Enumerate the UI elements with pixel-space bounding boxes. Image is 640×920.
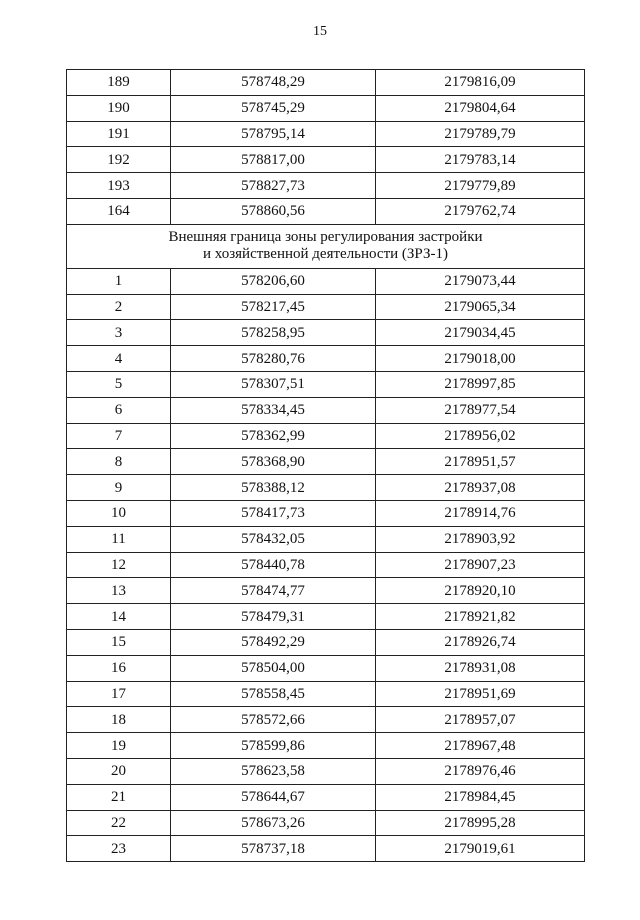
table-row <box>67 268 585 294</box>
point-number-cell: 3 <box>67 320 171 346</box>
page-number: 15 <box>313 24 327 39</box>
table-row <box>67 707 585 733</box>
y-coordinate-cell: 2178976,46 <box>376 758 585 784</box>
point-number-cell: 4 <box>67 346 171 372</box>
point-number-cell: 11 <box>67 526 171 552</box>
point-number-cell: 17 <box>67 681 171 707</box>
table-row <box>67 733 585 759</box>
table-row <box>67 836 585 862</box>
x-coordinate-cell: 578504,00 <box>171 655 376 681</box>
x-coordinate-cell: 578817,00 <box>171 147 376 173</box>
y-coordinate-cell: 2178951,57 <box>376 449 585 475</box>
section-group <box>67 224 585 268</box>
x-coordinate-cell: 578827,73 <box>171 173 376 199</box>
table-row <box>67 810 585 836</box>
table-row <box>67 173 585 199</box>
x-coordinate-cell: 578599,86 <box>171 733 376 759</box>
x-coordinate-cell: 578623,58 <box>171 758 376 784</box>
point-number-cell: 12 <box>67 552 171 578</box>
point-number-cell: 18 <box>67 707 171 733</box>
y-coordinate-cell: 2179018,00 <box>376 346 585 372</box>
y-coordinate-cell: 2178967,48 <box>376 733 585 759</box>
y-coordinate-cell: 2179019,61 <box>376 836 585 862</box>
y-coordinate-cell: 2179073,44 <box>376 268 585 294</box>
table-row <box>67 121 585 147</box>
x-coordinate-cell: 578258,95 <box>171 320 376 346</box>
x-coordinate-cell: 578334,45 <box>171 397 376 423</box>
y-coordinate-cell: 2178956,02 <box>376 423 585 449</box>
rows-after-group <box>67 268 585 861</box>
y-coordinate-cell: 2179065,34 <box>376 294 585 320</box>
x-coordinate-cell: 578860,56 <box>171 198 376 224</box>
table-row <box>67 423 585 449</box>
y-coordinate-cell: 2178914,76 <box>376 500 585 526</box>
x-coordinate-cell: 578479,31 <box>171 604 376 630</box>
point-number-cell: 15 <box>67 629 171 655</box>
x-coordinate-cell: 578417,73 <box>171 500 376 526</box>
y-coordinate-cell: 2178907,23 <box>376 552 585 578</box>
y-coordinate-cell: 2178984,45 <box>376 784 585 810</box>
y-coordinate-cell: 2178920,10 <box>376 578 585 604</box>
y-coordinate-cell: 2178997,85 <box>376 371 585 397</box>
point-number-cell: 193 <box>67 173 171 199</box>
x-coordinate-cell: 578206,60 <box>171 268 376 294</box>
y-coordinate-cell: 2179034,45 <box>376 320 585 346</box>
y-coordinate-cell: 2178957,07 <box>376 707 585 733</box>
x-coordinate-cell: 578217,45 <box>171 294 376 320</box>
table-row <box>67 198 585 224</box>
table-row <box>67 449 585 475</box>
x-coordinate-cell: 578368,90 <box>171 449 376 475</box>
point-number-cell: 190 <box>67 95 171 121</box>
y-coordinate-cell: 2178926,74 <box>376 629 585 655</box>
point-number-cell: 20 <box>67 758 171 784</box>
y-coordinate-cell: 2178903,92 <box>376 526 585 552</box>
table-row <box>67 95 585 121</box>
y-coordinate-cell: 2178937,08 <box>376 475 585 501</box>
table-row <box>67 681 585 707</box>
x-coordinate-cell: 578474,77 <box>171 578 376 604</box>
point-number-cell: 5 <box>67 371 171 397</box>
point-number-cell: 2 <box>67 294 171 320</box>
section-heading-line2: и хозяйственной деятельности (ЗРЗ-1) <box>203 246 448 263</box>
x-coordinate-cell: 578737,18 <box>171 836 376 862</box>
table-row <box>67 320 585 346</box>
point-number-cell: 164 <box>67 198 171 224</box>
y-coordinate-cell: 2179762,74 <box>376 198 585 224</box>
x-coordinate-cell: 578492,29 <box>171 629 376 655</box>
x-coordinate-cell: 578748,29 <box>171 70 376 96</box>
table-row <box>67 758 585 784</box>
table-row <box>67 475 585 501</box>
y-coordinate-cell: 2179783,14 <box>376 147 585 173</box>
x-coordinate-cell: 578572,66 <box>171 707 376 733</box>
y-coordinate-cell: 2179804,64 <box>376 95 585 121</box>
x-coordinate-cell: 578745,29 <box>171 95 376 121</box>
point-number-cell: 6 <box>67 397 171 423</box>
coordinates-table <box>66 69 585 862</box>
table-row <box>67 784 585 810</box>
table-row <box>67 147 585 173</box>
table-row <box>67 346 585 372</box>
y-coordinate-cell: 2179789,79 <box>376 121 585 147</box>
y-coordinate-cell: 2179816,09 <box>376 70 585 96</box>
y-coordinate-cell: 2178921,82 <box>376 604 585 630</box>
point-number-cell: 189 <box>67 70 171 96</box>
section-heading-cell <box>67 224 585 268</box>
x-coordinate-cell: 578280,76 <box>171 346 376 372</box>
table-row <box>67 629 585 655</box>
x-coordinate-cell: 578388,12 <box>171 475 376 501</box>
table-row <box>67 500 585 526</box>
x-coordinate-cell: 578432,05 <box>171 526 376 552</box>
y-coordinate-cell: 2178977,54 <box>376 397 585 423</box>
point-number-cell: 191 <box>67 121 171 147</box>
point-number-cell: 1 <box>67 268 171 294</box>
table-row <box>67 604 585 630</box>
table-row <box>67 294 585 320</box>
x-coordinate-cell: 578558,45 <box>171 681 376 707</box>
y-coordinate-cell: 2179779,89 <box>376 173 585 199</box>
point-number-cell: 14 <box>67 604 171 630</box>
table-row <box>67 552 585 578</box>
table-row <box>67 371 585 397</box>
table-row <box>67 578 585 604</box>
point-number-cell: 16 <box>67 655 171 681</box>
table-row <box>67 397 585 423</box>
point-number-cell: 7 <box>67 423 171 449</box>
point-number-cell: 10 <box>67 500 171 526</box>
x-coordinate-cell: 578644,67 <box>171 784 376 810</box>
section-heading-line1: Внешняя граница зоны регулирования застройки <box>168 229 483 246</box>
y-coordinate-cell: 2178951,69 <box>376 681 585 707</box>
point-number-cell: 21 <box>67 784 171 810</box>
table-row <box>67 70 585 96</box>
table-row <box>67 526 585 552</box>
table-row <box>67 655 585 681</box>
rows-before-group <box>67 70 585 225</box>
point-number-cell: 192 <box>67 147 171 173</box>
y-coordinate-cell: 2178995,28 <box>376 810 585 836</box>
x-coordinate-cell: 578307,51 <box>171 371 376 397</box>
point-number-cell: 19 <box>67 733 171 759</box>
point-number-cell: 9 <box>67 475 171 501</box>
section-heading-row <box>67 224 585 268</box>
point-number-cell: 13 <box>67 578 171 604</box>
point-number-cell: 8 <box>67 449 171 475</box>
y-coordinate-cell: 2178931,08 <box>376 655 585 681</box>
point-number-cell: 22 <box>67 810 171 836</box>
x-coordinate-cell: 578440,78 <box>171 552 376 578</box>
x-coordinate-cell: 578673,26 <box>171 810 376 836</box>
point-number-cell: 23 <box>67 836 171 862</box>
x-coordinate-cell: 578795,14 <box>171 121 376 147</box>
x-coordinate-cell: 578362,99 <box>171 423 376 449</box>
